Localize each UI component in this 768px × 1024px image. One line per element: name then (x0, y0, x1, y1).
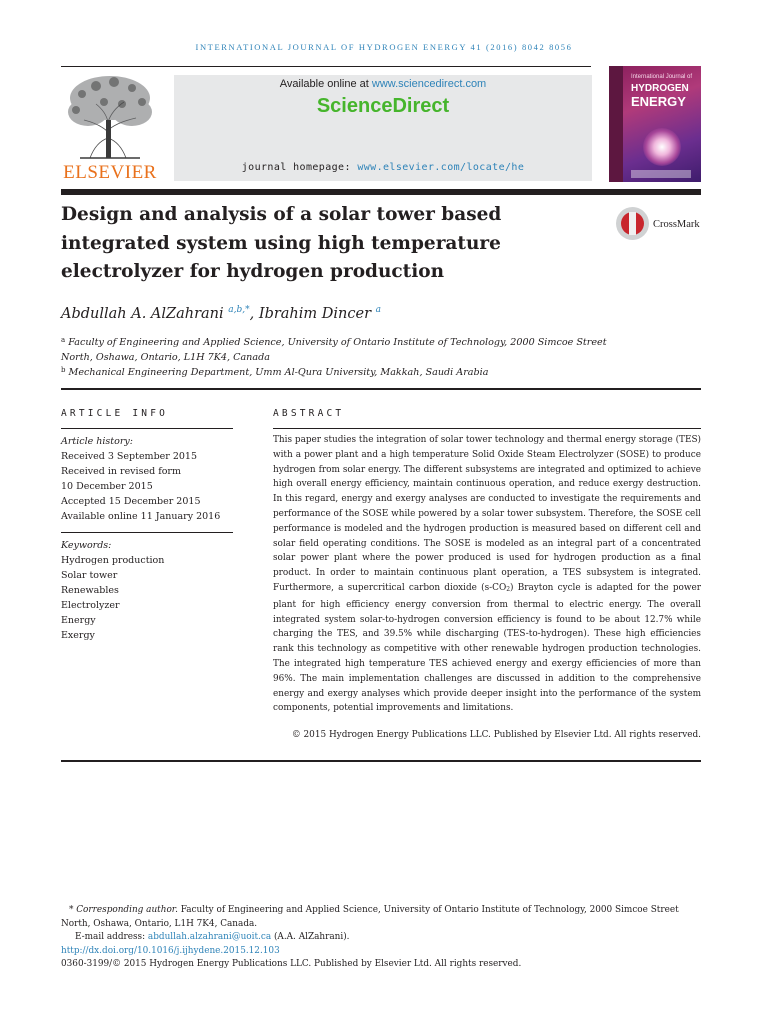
doi-link[interactable]: http://dx.doi.org/10.1016/j.ijhydene.2015.12.103 (61, 945, 280, 956)
author-separator: , (249, 306, 259, 322)
elsevier-tree-icon (60, 72, 160, 160)
email-label: E-mail address: (75, 932, 148, 942)
history-item: Received 3 September 2015 (61, 451, 198, 462)
abstract-subscript: 2 (506, 585, 511, 593)
affiliation-mark: a (61, 336, 66, 344)
sciencedirect-logo[interactable]: ScienceDirect (316, 95, 450, 117)
keyword-item: Hydrogen production (61, 555, 165, 566)
author-name: Abdullah A. AlZahrani (61, 306, 224, 322)
article-history-label: Article history: (61, 436, 133, 447)
author-list (61, 305, 381, 322)
history-item: Accepted 15 December 2015 (61, 496, 201, 507)
history-item: Available online 11 January 2016 (61, 511, 221, 522)
footnotes (61, 904, 701, 972)
issn-copyright: 0360-3199/© 2015 Hydrogen Energy Publications LLC. Published by Elsevier Ltd. All rights reserved. (61, 959, 522, 969)
cover-title-line2: ENERGY (631, 94, 686, 109)
corresponding-author-address: Faculty of Engineering and Applied Science, University of Ontario Institute of Technology, 2000 Simcoe Street North, Oshawa, Ontario, L1H 7K4, Canada. (61, 905, 679, 929)
abstract-text-part1: This paper studies the integration of solar tower technology and thermal energy storage (TES) with a power plant and a high temperature Solid Oxide Steam Electrolyzer (SOSE) to produce hydrogen from solar energy. The different subsystems are integrated and optimized to achieve high overall energy efficiency, maintain continuous operation, and reduce exergy destruction. In this regard, energy and exergy analyses are conducted to investigate the requirements and performance of the SOSE while powered by a solar tower subsystem. Therefore, the SOSE cell performance is modeled and the hydrogen production is measured based on different cell and solar field operating conditions. The SOSE is modeled as an integral part of a concentrated solar power plant where the power produced is used for hydrogen production as a final product. In order to maintain continuous plant operation, a TES subsystem is integrated. Furthermore, a supercritical carbon dioxide (s-CO (273, 435, 701, 593)
cover-footer-graphic (631, 170, 691, 178)
abstract-text (273, 433, 701, 716)
author-affiliation-mark[interactable]: a,b,* (228, 305, 250, 315)
keyword-item: Electrolyzer (61, 600, 120, 611)
cover-subtitle: International Journal of (631, 74, 693, 80)
affiliation-b (61, 363, 621, 380)
sciencedirect-url-link[interactable]: www.sciencedirect.com (371, 78, 487, 90)
keywords-list (61, 538, 233, 643)
article-info-rule (61, 428, 233, 429)
abstract-heading: ABSTRACT (273, 408, 345, 419)
affiliation-text: Faculty of Engineering and Applied Science, University of Ontario Institute of Technology, 2000 Simcoe Street North, Oshawa, Ontario, L1H 7K4, Canada (61, 337, 607, 363)
sciencedirect-banner (174, 75, 592, 181)
keyword-item: Exergy (61, 630, 95, 641)
cover-title-line1: HYDROGEN (631, 83, 689, 94)
footnote-star: * (69, 905, 74, 915)
journal-homepage-line (174, 162, 592, 173)
author-name: Ibrahim Dincer (258, 306, 371, 322)
keyword-item: Energy (61, 615, 96, 626)
affiliation-a (61, 333, 621, 365)
crossmark-label: CrossMark (653, 219, 700, 230)
keyword-item: Solar tower (61, 570, 118, 581)
keywords-label: Keywords: (61, 540, 112, 551)
available-online-line (174, 78, 592, 90)
affiliation-mark: b (61, 366, 66, 374)
journal-cover-image[interactable] (609, 66, 701, 182)
affiliation-text: Mechanical Engineering Department, Umm Al-Qura University, Makkah, Saudi Arabia (68, 367, 489, 378)
header-thick-rule (61, 189, 701, 195)
section-divider (61, 388, 701, 390)
email-line (61, 931, 701, 945)
crossmark-icon (616, 207, 649, 240)
corresponding-author-label: Corresponding author. (76, 905, 178, 915)
header-rule (61, 66, 591, 67)
article-info-heading: ARTICLE INFO (61, 408, 169, 419)
abstract-text-part2: ) Brayton cycle is adapted for the power plant for high efficiency energy conversion from thermal to electric energy. The overall integrated system solar-to-hydrogen conversion efficiency is found to be about 12.7% while charging the TES, and 39.5% while discharging (TES-to-hydrogen). These high efficiencies rank this technology as competitive with other renewable hydrogen production technologies. The integrated high temperature TES achieved energy and exergy efficiencies of more than 96%. The main implementation challenges are discussed in addition to the comprehensive energy and exergy analyses which provide deeper insight into the performance of the system components, potential improvements and limitations. (273, 582, 701, 714)
email-link[interactable]: abdullah.alzahrani@uoit.ca (147, 932, 272, 942)
keywords-rule (61, 532, 233, 533)
corresponding-author-note (61, 904, 701, 931)
abstract-rule (273, 428, 701, 429)
history-item: 10 December 2015 (61, 481, 153, 492)
author-affiliation-mark[interactable]: a (375, 305, 381, 315)
article-title: Design and analysis of a solar tower based integrated system using high temperature electrolyzer for hydrogen production (61, 204, 502, 282)
cover-spine (609, 66, 623, 182)
journal-homepage-label: journal homepage: (241, 162, 358, 173)
journal-citation-line: INTERNATIONAL JOURNAL OF HYDROGEN ENERGY 41 (2016) 8042 8056 (195, 42, 573, 52)
abstract-copyright: © 2015 Hydrogen Energy Publications LLC. Published by Elsevier Ltd. All rights reserved. (291, 730, 701, 740)
keyword-item: Renewables (61, 585, 119, 596)
crossmark-badge[interactable] (616, 207, 706, 241)
elsevier-logo (60, 72, 160, 184)
email-owner: (A.A. AlZahrani). (271, 932, 350, 942)
journal-homepage-link[interactable]: www.elsevier.com/locate/he (357, 162, 525, 173)
publisher-name: ELSEVIER (63, 162, 157, 183)
article-history (61, 434, 233, 524)
abstract-bottom-rule (61, 760, 701, 762)
available-online-label: Available online at (279, 78, 372, 90)
cover-orb-graphic (643, 128, 681, 166)
history-item: Received in revised form (61, 466, 181, 477)
